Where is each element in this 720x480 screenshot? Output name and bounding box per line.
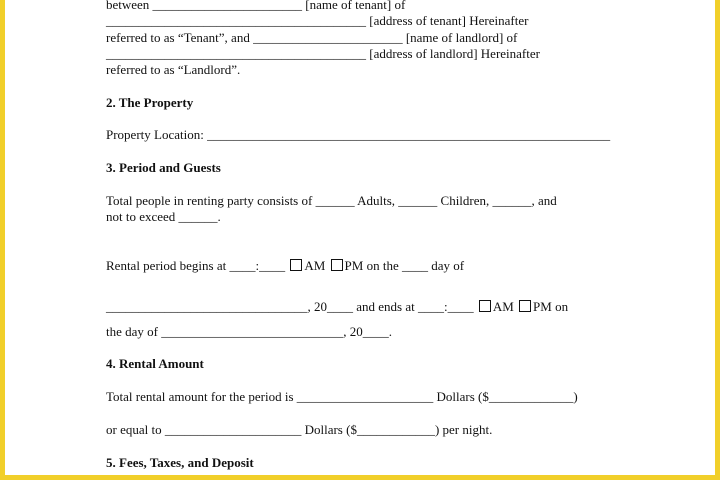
rental-end-text: _______________________________, 20____ and ends at ____:____ — [106, 299, 477, 314]
rental-end-line — [106, 299, 568, 315]
total-amount-line: Total rental amount for the period is _____________________ Dollars ($_____________) — [106, 389, 578, 404]
end-am-checkbox[interactable] — [479, 300, 491, 312]
end-date-line: the day of ____________________________, 20____. — [106, 324, 392, 339]
end-pm-label: PM on — [533, 299, 569, 314]
party-max-line: not to exceed ______. — [106, 209, 221, 224]
tenant-address-line: ________________________________________ [address of tenant] Hereinafter — [106, 13, 529, 28]
start-am-checkbox[interactable] — [290, 259, 302, 271]
end-am-label: AM — [492, 299, 518, 314]
section-heading-period-guests: 3. Period and Guests — [106, 160, 221, 175]
start-pm-checkbox[interactable] — [331, 259, 343, 271]
section-heading-property: 2. The Property — [106, 95, 194, 110]
party-size-line: Total people in renting party consists of ______ Adults, ______ Children, ______, and — [106, 193, 557, 208]
landlord-referral-line: referred to as “Landlord”. — [106, 62, 241, 77]
landlord-address-line: ________________________________________ [address of landlord] Hereinafter — [106, 46, 540, 61]
rental-start-line — [106, 258, 464, 274]
landlord-name-line: referred to as “Tenant”, and _______________________ [name of landlord] of — [106, 30, 518, 45]
nightly-amount-line: or equal to _____________________ Dollars ($____________) per night. — [106, 422, 493, 437]
section-heading-rental-amount: 4. Rental Amount — [106, 356, 204, 371]
tenant-name-line: between _______________________ [name of tenant] of — [106, 0, 406, 12]
start-pm-label: PM on the ____ day of — [344, 258, 465, 273]
start-am-label: AM — [304, 258, 329, 273]
rental-start-text: Rental period begins at ____:____ — [106, 258, 289, 273]
property-location-line: Property Location: ______________________________________________________________ — [106, 127, 611, 142]
section-heading-fees: 5. Fees, Taxes, and Deposit — [106, 455, 254, 470]
end-pm-checkbox[interactable] — [519, 300, 531, 312]
